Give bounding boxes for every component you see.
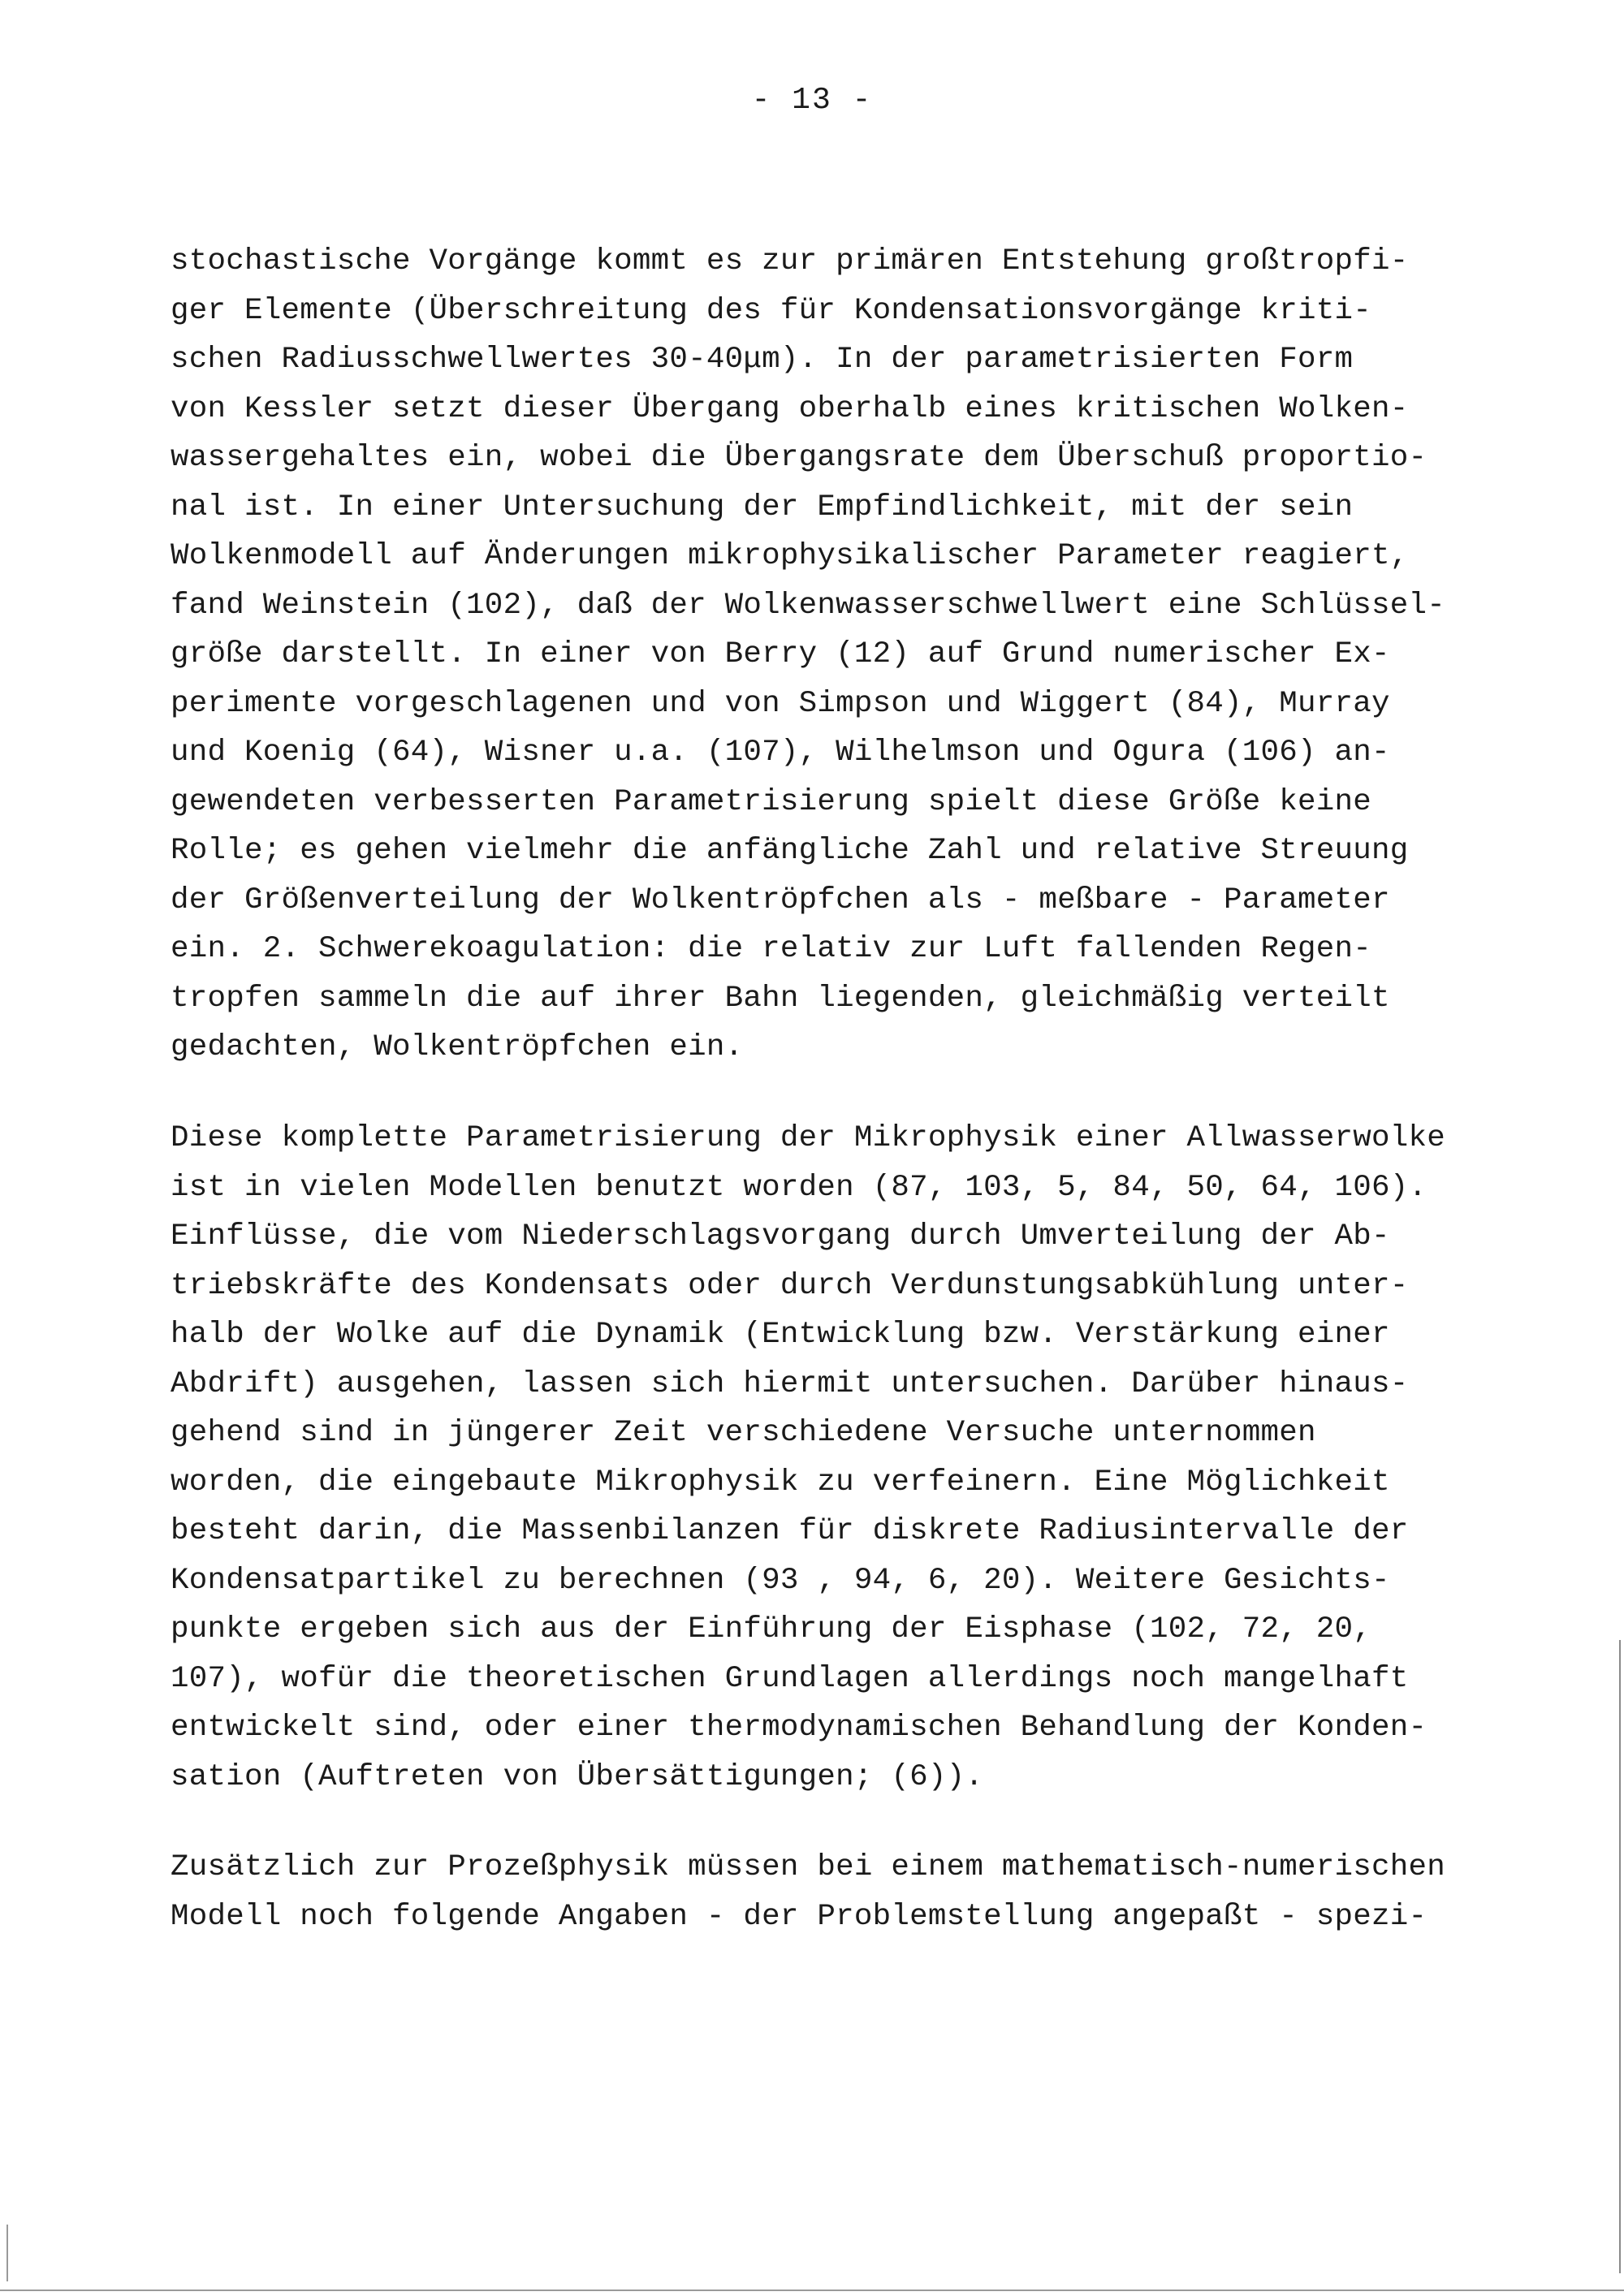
text-line: perimente vorgeschlagenen und von Simpson und Wiggert (84), Murray: [171, 686, 1390, 721]
text-line: schen Radiusschwellwertes 30-40μm). In der parametrisierten Form: [171, 343, 1354, 377]
text-line: sation (Auftreten von Übersättigungen; (6)).: [171, 1759, 984, 1794]
text-line: der Größenverteilung der Wolkentröpfchen als - meßbare - Parameter: [171, 883, 1390, 917]
text-line: Einflüsse, die vom Niederschlagsvorgang durch Umverteilung der Ab-: [171, 1219, 1390, 1254]
text-line: Rolle; es gehen vielmehr die anfängliche Zahl und relative Streuung: [171, 834, 1409, 868]
text-line: punkte ergeben sich aus der Einführung der Eisphase (102, 72, 20,: [171, 1612, 1371, 1646]
text-line: von Kessler setzt dieser Übergang oberhalb eines kritischen Wolken-: [171, 391, 1409, 426]
text-line: wassergehaltes ein, wobei die Übergangsrate dem Überschuß proportio-: [171, 441, 1427, 475]
text-line: worden, die eingebaute Mikrophysik zu verfeinern. Eine Möglichkeit: [171, 1465, 1390, 1500]
text-line: tropfen sammeln die auf ihrer Bahn liegenden, gleichmäßig verteilt: [171, 981, 1390, 1016]
text-line: Zusätzlich zur Prozeßphysik müssen bei einem mathematisch-numerischen: [171, 1850, 1446, 1884]
text-line: und Koenig (64), Wisner u.a. (107), Wilhelmson und Ogura (106) an-: [171, 736, 1390, 770]
text-line: gehend sind in jüngerer Zeit verschiedene Versuche unternommen: [171, 1416, 1316, 1450]
text-line: Abdrift) ausgehen, lassen sich hiermit untersuchen. Darüber hinaus-: [171, 1366, 1409, 1401]
text-line: Diese komplette Parametrisierung der Mikrophysik einer Allwasserwolke: [171, 1121, 1446, 1155]
text-line: Kondensatpartikel zu berechnen (93 , 94, 6, 20). Weitere Gesichts-: [171, 1563, 1390, 1598]
text-line: ger Elemente (Überschreitung des für Kondensationsvorgänge kriti-: [171, 293, 1371, 328]
text-line: 107), wofür die theoretischen Grundlagen allerdings noch mangelhaft: [171, 1661, 1409, 1696]
text-line: gedachten, Wolkentröpfchen ein.: [171, 1030, 744, 1064]
text-line: ein. 2. Schwerekoagulation: die relativ zur Luft fallenden Regen-: [171, 932, 1371, 966]
text-line: halb der Wolke auf die Dynamik (Entwicklung bzw. Verstärkung einer: [171, 1318, 1390, 1352]
scan-bottom-edge: [0, 2290, 1624, 2291]
page-number: - 13 -: [751, 83, 873, 118]
text-line: Wolkenmodell auf Änderungen mikrophysikalischer Parameter reagiert,: [171, 539, 1409, 573]
text-line: nal ist. In einer Untersuchung der Empfindlichkeit, mit der sein: [171, 490, 1354, 524]
text-line: fand Weinstein (102), daß der Wolkenwasserschwellwert eine Schlüssel-: [171, 588, 1446, 623]
paragraph-microphysics: [171, 237, 1445, 1072]
scan-margin-line: [1619, 1640, 1621, 2273]
scan-left-mark: [6, 2225, 8, 2281]
paragraph-parametrization: [171, 1114, 1445, 1802]
text-line: größe darstellt. In einer von Berry (12) auf Grund numerischer Ex-: [171, 637, 1390, 671]
text-line: stochastische Vorgänge kommt es zur primären Entstehung großtropfi-: [171, 244, 1409, 278]
text-line: besteht darin, die Massenbilanzen für diskrete Radiusintervalle der: [171, 1514, 1409, 1548]
text-line: entwickelt sind, oder einer thermodynamischen Behandlung der Konden-: [171, 1711, 1427, 1745]
text-line: gewendeten verbesserten Parametrisierung spielt diese Größe keine: [171, 784, 1371, 819]
paragraph-process-physics: [171, 1843, 1445, 1941]
text-line: triebskräfte des Kondensats oder durch Verdunstungsabkühlung unter-: [171, 1268, 1409, 1303]
text-line: ist in vielen Modellen benutzt worden (87, 103, 5, 84, 50, 64, 106).: [171, 1170, 1427, 1205]
text-line: Modell noch folgende Angaben - der Problemstellung angepaßt - spezi-: [171, 1899, 1427, 1934]
